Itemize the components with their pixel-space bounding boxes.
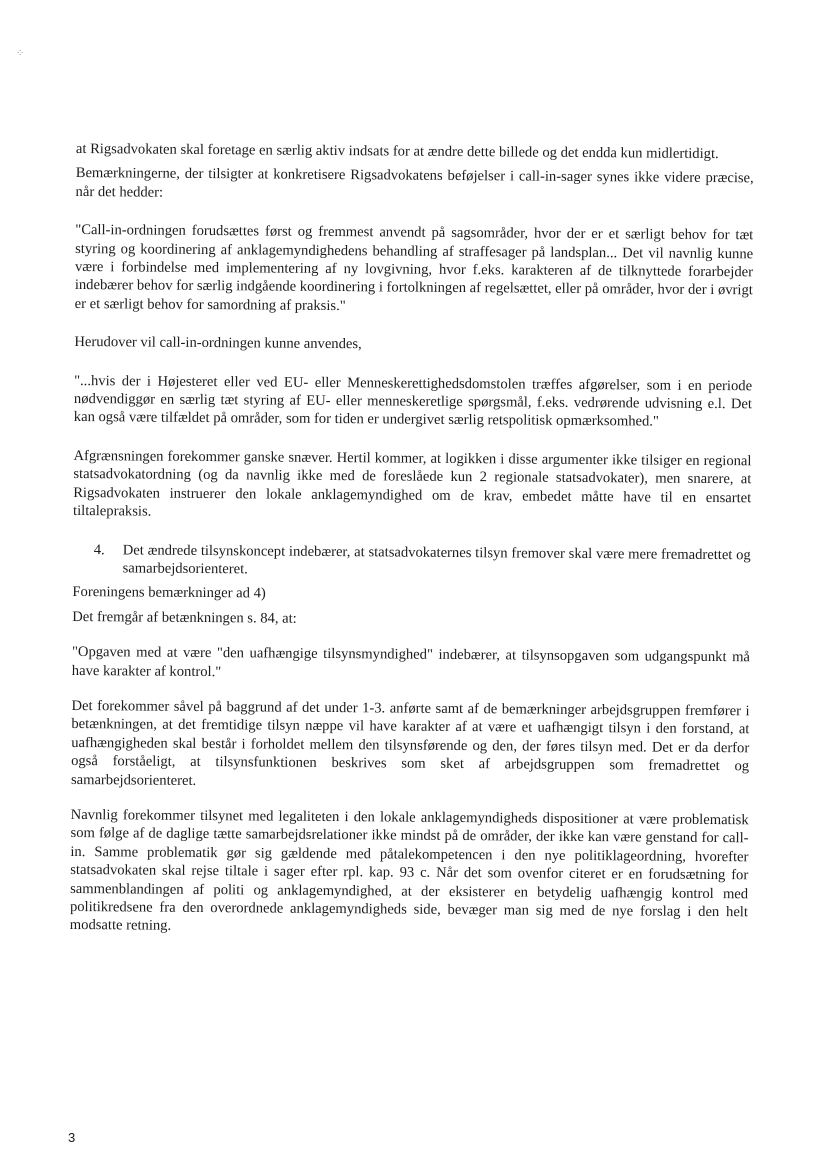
section-heading-ad4: Foreningens bemærkninger ad 4): [72, 584, 266, 602]
paragraph-furthermore: Herudover vil call-in-ordningen kunne anvendes,: [74, 334, 362, 353]
paragraph-legality: Navnlig forekommer tilsynet med legaliteten i den lokale anklagemyndigheds dispositioner at være problematisk som følge af de daglige tætte samarbejdsrelationer ikke mindst på de områder, der ikke kan være genstand for call-in. Samme problematik gør sig gældende med påtalekompetencen i den nye politiklageordning, hvorefter statsadvokaten skal rejse tiltale i sager efter rpl. kap. 93 c. Når det som ovenfor citeret er en forudsætning for sammenblandingen af politi og anklagemyndighed, at der eksisterer en betydelig uafhængig kontrol med politikredsene fra den overordnede anklagemyndigheds side, bevæger man sig med de nye forslag i den helt modsatte retning.: [69, 806, 749, 935]
paragraph-supervision-analysis: Det forekommer såvel på baggrund af det under 1-3. anførte samt af de bemærkninger arbejdsgruppen fremfører i betænkningen, at det fremtidige tilsyn næppe vil have karakter af at være et uafhængigt tilsyn i den forstand, at uafhængigheden skal består i forholdet mellem den tilsynsførende og den, der føres tilsyn med. Det er da derfor også forståeligt, at tilsynsfunktionen beskrives som sket af arbejdsgruppen som fremadrettet og samarbejdsorienteret.: [70, 697, 750, 789]
scan-artifact: ⁘: [16, 48, 25, 59]
paragraph-remarks: Bemærkningerne, der tilsigter at konkretisere Rigsadvokatens beføjelser i call-in-sager synes ikke videre præcise, når det hedder:: [75, 165, 754, 201]
document-page: [70, 140, 754, 940]
paragraph-report-reference: Det fremgår af betænkningen s. 84, at:: [72, 608, 297, 627]
item-text: Det ændrede tilsynskoncept indebærer, at statsadvokaternes tilsyn fremover skal være mere fremadrettet og samarbejdsorienteret.: [122, 541, 751, 578]
paragraph-delimitation: Afgrænsningen forekommer ganske snæver. Hertil kommer, at logikken i disse argumenter ikke tilsiger en regional statsadvokatordning (og da navnlig ikke med de foreslåede kun 2 regionale statsadvokater), men snarere, at Rigsadvokaten instruerer den lokale anklagemyndighed om de krav, embedet måtte have til en ensartet tiltalepraksis.: [73, 447, 752, 520]
quote-supreme-court: "...hvis der i Højesteret eller ved EU- eller Menneskerettighedsdomstolen træffes afgørelser, som i en periode nødvendiggør en særlig tæt styring af EU- eller menneskeretlige spørgsmål, f.eks. vedrørende udvisning e.l. Det kan også være tilfældet på områder, som for tiden er undergivet særlig retspolitisk opmærksomhed.": [73, 372, 753, 431]
item-number: 4.: [93, 541, 105, 558]
quote-supervision: "Opgaven med at være "den uafhængige tilsynsmyndighed" indebærer, at tilsynsopgaven som udgangspunkt må have karakter af kontrol.": [71, 644, 751, 680]
numbered-item-4: [73, 540, 751, 582]
paragraph-intro: at Rigsadvokaten skal foretage en særlig aktiv indsats for at ændre dette billede og det endda kun midlertidigt.: [75, 140, 719, 163]
page-number: 3: [68, 1130, 76, 1145]
quote-call-in: "Call-in-ordningen forudsættes først og fremmest anvendt på sagsområder, hvor der er et særligt behov for tæt styring og koordinering af anklagemyndighedens behandling af straffesager på landsplan... Det vil navnlig kunne være i forbindelse med implementering af ny lovgivning, hvor f.eks. karakteren af de tilknyttede forarbejder indebærer behov for særlig indgående koordinering i fortolkningen af regelsættet, eller på områder, hvor der i øvrigt er et særligt behov for samordning af praksis.": [74, 222, 754, 314]
